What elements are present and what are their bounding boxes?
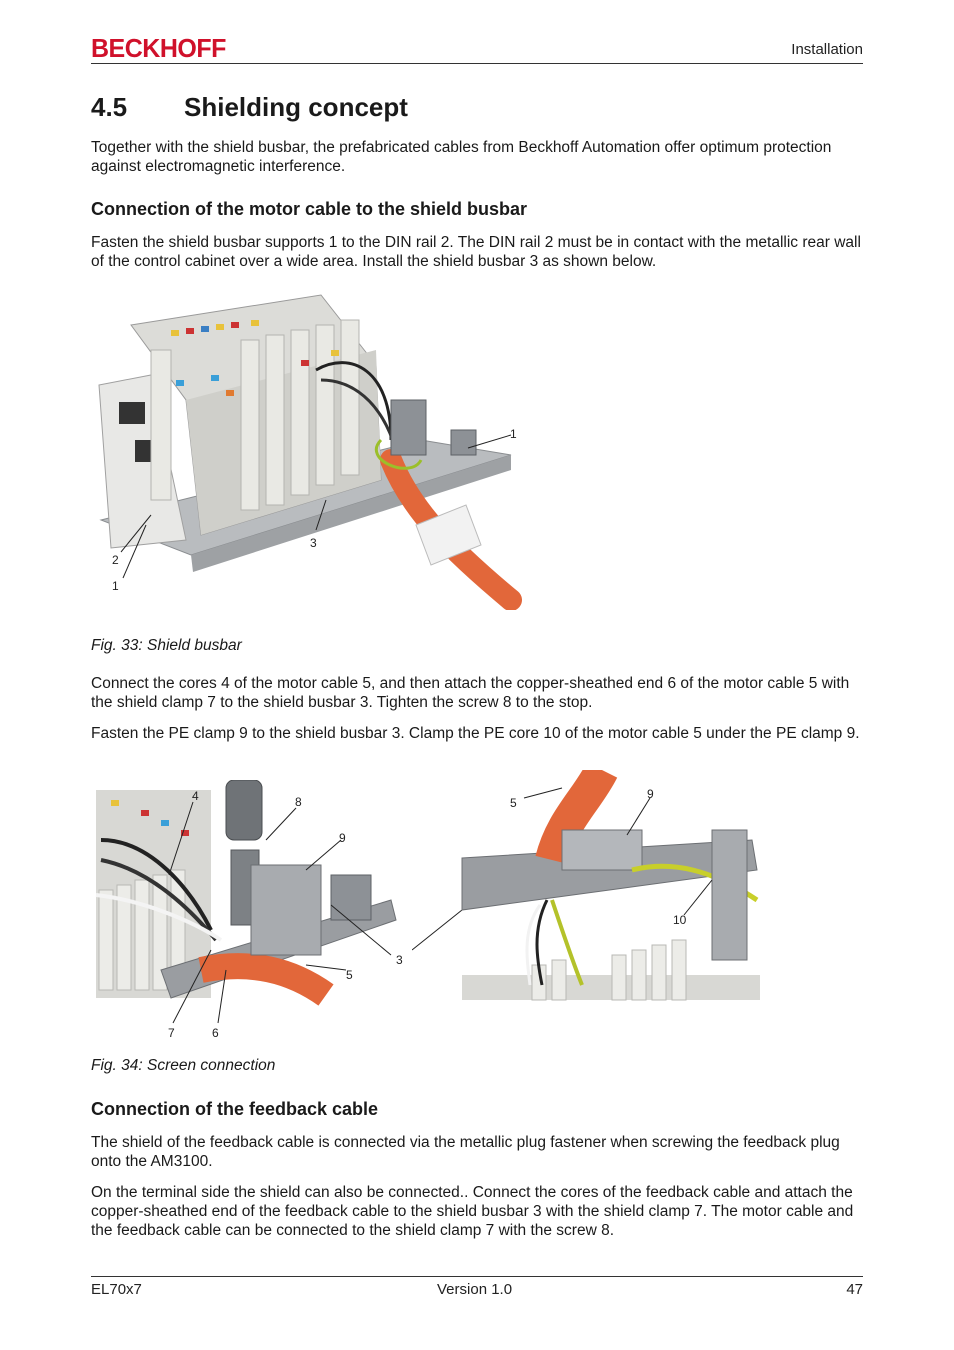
screen-connection-photo-left xyxy=(91,780,411,1045)
pe-clamp-paragraph: Fasten the PE clamp 9 to the shield busbar 3. Clamp the PE core 10 of the motor cable 5 under the PE clamp 9. xyxy=(91,725,860,742)
screw-icon xyxy=(226,780,262,840)
fig34-caption: Fig. 34: Screen connection xyxy=(91,1057,276,1074)
fig33-caption: Fig. 33: Shield busbar xyxy=(91,637,242,654)
header-section-title: Installation xyxy=(791,41,863,58)
ethernet-port-icon xyxy=(119,402,145,424)
fig34-label-8: 8 xyxy=(295,795,302,809)
screen-connection-photo-right xyxy=(412,770,764,1002)
motor-cable-paragraph: Fasten the shield busbar supports 1 to the DIN rail 2. The DIN rail 2 must be in contact with the metallic rear wall of the control cabinet over a wide area. Install the shield busbar 3 as shown below. xyxy=(91,234,861,270)
beckhoff-logo: BECKHOFF xyxy=(91,34,226,64)
fig34-label-5: 5 xyxy=(346,968,353,982)
footer-page-number: 47 xyxy=(846,1281,863,1298)
fig34-label-3: 3 xyxy=(396,953,403,967)
fig33-label-1b: 1 xyxy=(112,579,119,593)
fig33-label-3: 3 xyxy=(310,536,317,550)
page-title xyxy=(91,92,408,123)
fig34-label-6: 6 xyxy=(212,1026,219,1040)
fig34-label-5-right: 5 xyxy=(510,796,517,810)
feedback-cable-heading: Connection of the feedback cable xyxy=(91,1099,379,1119)
fig34-label-10: 10 xyxy=(673,913,687,927)
intro-paragraph: Together with the shield busbar, the prefabricated cables from Beckhoff Automation offer optimum protection against electromagnetic interference. xyxy=(91,139,832,175)
shield-busbar-photo xyxy=(91,290,531,610)
fig33-label-1: 1 xyxy=(510,427,517,441)
footer-version: Version 1.0 xyxy=(437,1281,513,1298)
motor-cable-heading: Connection of the motor cable to the shield busbar xyxy=(91,199,528,219)
feedback-paragraph-1: The shield of the feedback cable is connected via the metallic plug fastener when screwing the feedback plug onto the AM3100. xyxy=(91,1134,840,1170)
section-number: 4.5 xyxy=(91,92,128,122)
cores-paragraph: Connect the cores 4 of the motor cable 5, and then attach the copper-sheathed end 6 of the motor cable 5 with the shield clamp 7 to the shield busbar 3. Tighten the screw 8 to the stop. xyxy=(91,675,850,711)
fig34-label-9-right: 9 xyxy=(647,787,654,801)
fig34-label-9: 9 xyxy=(339,831,346,845)
fig34-label-7: 7 xyxy=(168,1026,175,1040)
header-rule xyxy=(91,63,863,64)
fig33-label-2: 2 xyxy=(112,553,119,567)
footer-product: EL70x7 xyxy=(91,1281,142,1298)
section-title: Shielding concept xyxy=(184,92,408,122)
footer-rule xyxy=(91,1276,863,1277)
fig34-label-4: 4 xyxy=(192,789,199,803)
feedback-paragraph-2: On the terminal side the shield can also be connected.. Connect the cores of the feedback cable and attach the copper-sheathed end of the feedback cable to the shield busbar 3 with the shield clamp 7. The motor cable and the feedback cable can be connected to the shield clamp 7 with the screw 8. xyxy=(91,1184,854,1239)
